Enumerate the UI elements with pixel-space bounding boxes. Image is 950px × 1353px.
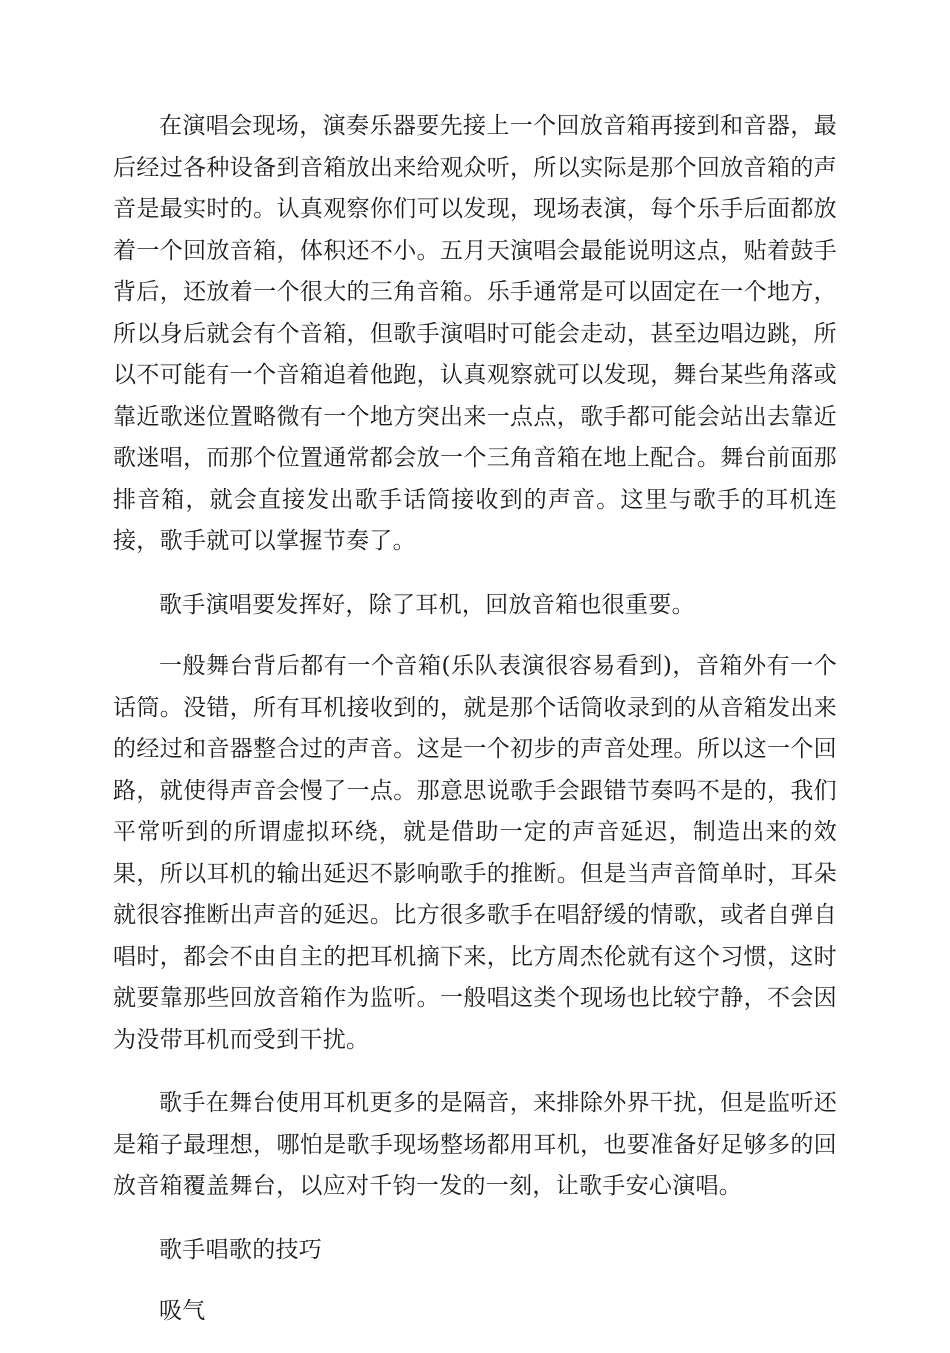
subheading-breathing: 吸气 — [159, 1298, 206, 1324]
section-heading-singing-tips: 歌手唱歌的技巧 — [159, 1236, 323, 1263]
paragraph-live-concert-monitors: 在演唱会现场，演奏乐器要先接上一个回放音箱再接到和音器，最后经过各种设备到音箱放出来给观众听，所以实际是那个回放音箱的声音是最实时的。认真观察你们可以发现，现场表演，每个乐手后面都放着一个回放音箱，体积还不小。五月天演唱会最能说明这点，贴着鼓手背后，还放着一个很大的三角音箱。乐手通常是可以固定在一个地方，所以身后就会有个音箱，但歌手演唱时可能会走动，甚至边唱边跳，所以不可能有一个音箱追着他跑，认真观察就可以发现，舞台某些角落或靠近歌迷位置略微有一个地方突出来一点点，歌手都可能会站出去靠近歌迷唱，而那个位置通常都会放一个三角音箱在地上配合。舞台前面那排音箱，就会直接发出歌手话筒接收到的声音。这里与歌手的耳机连接，歌手就可以掌握节奏了。 — [113, 113, 837, 554]
paragraph-monitor-importance: 歌手演唱要发挥好，除了耳机，回放音箱也很重要。 — [159, 591, 695, 618]
document-body — [113, 106, 837, 1353]
paragraph-earphone-isolation: 歌手在舞台使用耳机更多的是隔音，来排除外界干扰，但是监听还是箱子最理想，哪怕是歌手现场整场都用耳机，也要准备好足够多的回放音箱覆盖舞台，以应对千钧一发的一刻，让歌手安心演唱。 — [113, 1090, 837, 1199]
paragraph-earphone-delay: 一般舞台背后都有一个音箱(乐队表演很容易看到)，音箱外有一个话筒。没错，所有耳机接收到的，就是那个话筒收录到的从音箱发出来的经过和音器整合过的声音。这是一个初步的声音处理。所以这一个回路，就使得声音会慢了一点。那意思说歌手会跟错节奏吗不是的，我们平常听到的所谓虚拟环绕，就是借助一定的声音延迟，制造出来的效果，所以耳机的输出延迟不影响歌手的推断。但是当声音简单时，耳朵就很容推断出声音的延迟。比方很多歌手在唱舒缓的情歌，或者自弹自唱时，都会不由自主的把耳机摘下来，比方周杰伦就有这个习惯，这时就要靠那些回放音箱作为监听。一般唱这类个现场也比较宁静，不会因为没带耳机而受到干扰。 — [113, 653, 837, 1053]
